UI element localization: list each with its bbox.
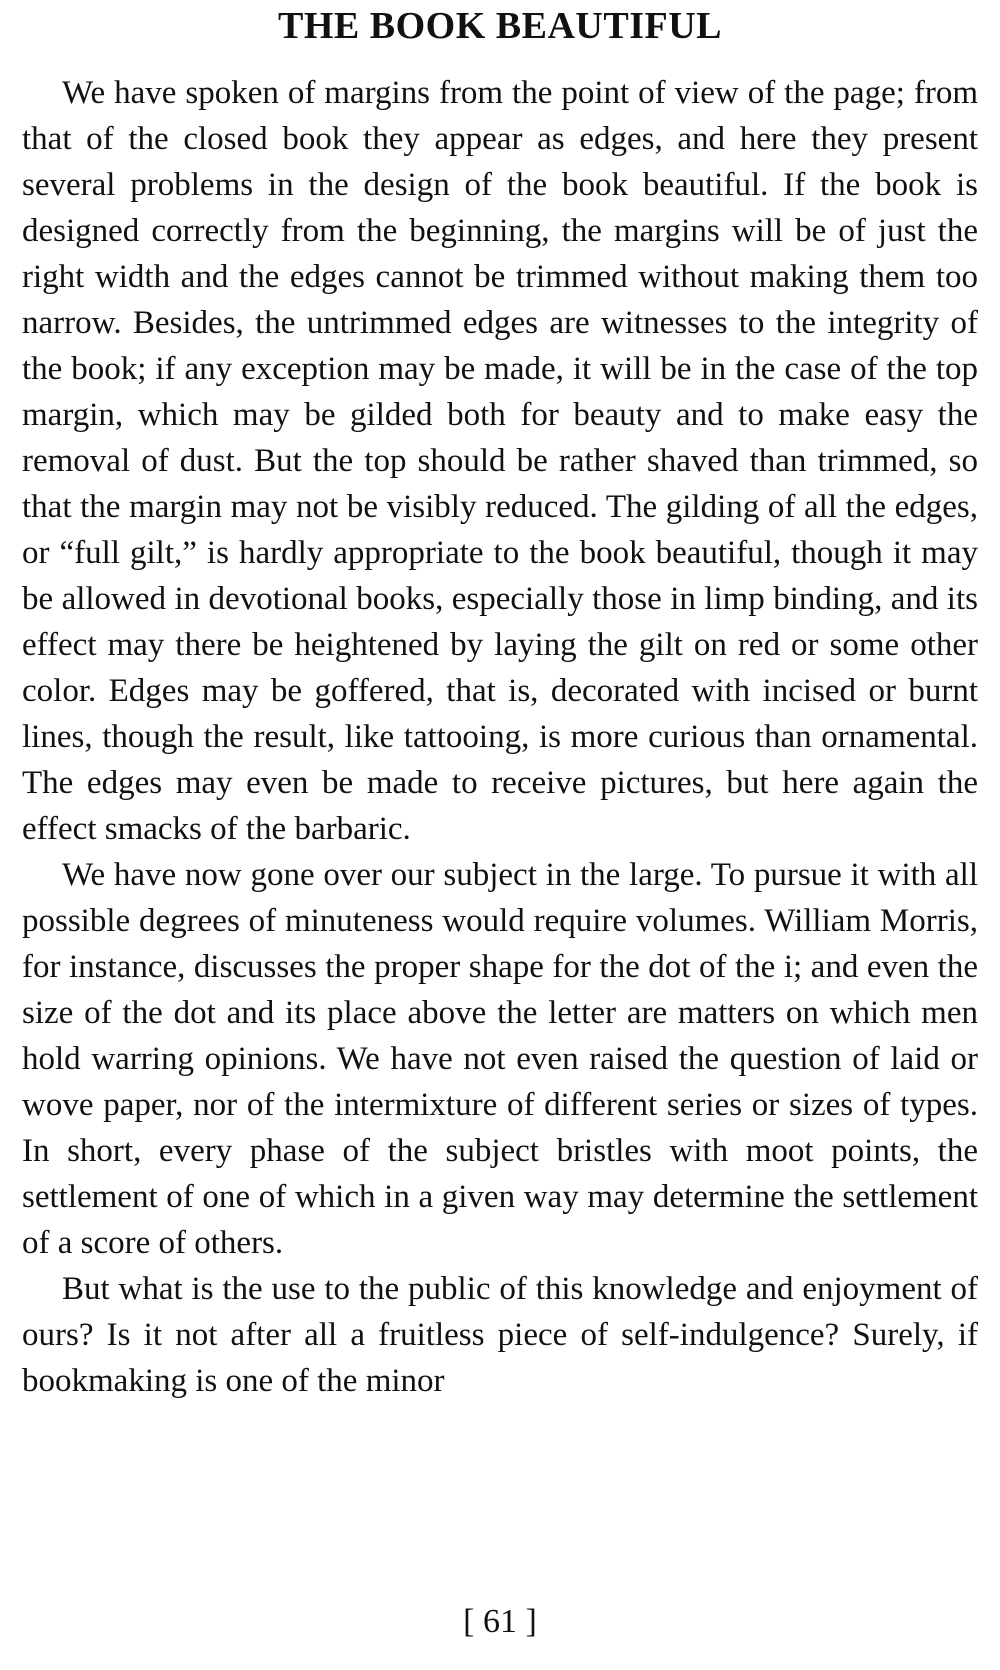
body-text [22,70,978,1404]
book-page [22,0,978,1670]
paragraph-edges: We have spoken of margins from the point of view of the page; from that of the closed book they appear as edges, and here they present several problems in the design of the book beautiful. If the book is designed correctly from the beginning, the margins will be of just the right width and the edges cannot be trimmed without making them too narrow. Besides, the untrimmed edges are witnesses to the integrity of the book; if any exception may be made, it will be in the case of the top margin, which may be gilded both for beauty and to make easy the removal of dust. But the top should be rather shaved than trimmed, so that the margin may not be visibly reduced. The gilding of all the edges, or “full gilt,” is hardly appropriate to the book beautiful, though it may be allowed in devotional books, especially those in limp binding, and its effect may there be heightened by laying the gilt on red or some other color. Edges may be goffered, that is, decorated with incised or burnt lines, though the result, like tattooing, is more curious than ornamental. The edges may even be made to receive pictures, but here again the effect smacks of the barbaric. [22,75,978,847]
paragraph-subject-overview: We have now gone over our subject in the large. To pursue it with all possible degrees of minuteness would require volumes. William Morris, for instance, discusses the proper shape for the dot of the i; and even the size of the dot and its place above the letter are matters on which men hold warring opinions. We have not even raised the question of laid or wove paper, nor of the intermixture of different series or sizes of types. In short, every phase of the subject bristles with moot points, the settlement of one of which in a given way may determine the settlement of a score of others. [22,857,978,1261]
page-number: [ 61 ] [463,1603,537,1640]
paragraph-public-use: But what is the use to the public of this knowledge and enjoyment of ours? Is it not after all a fruitless piece of self-indulgence? Surely, if bookmaking is one of the minor [22,1271,978,1399]
running-head: THE BOOK BEAUTIFUL [278,5,722,47]
